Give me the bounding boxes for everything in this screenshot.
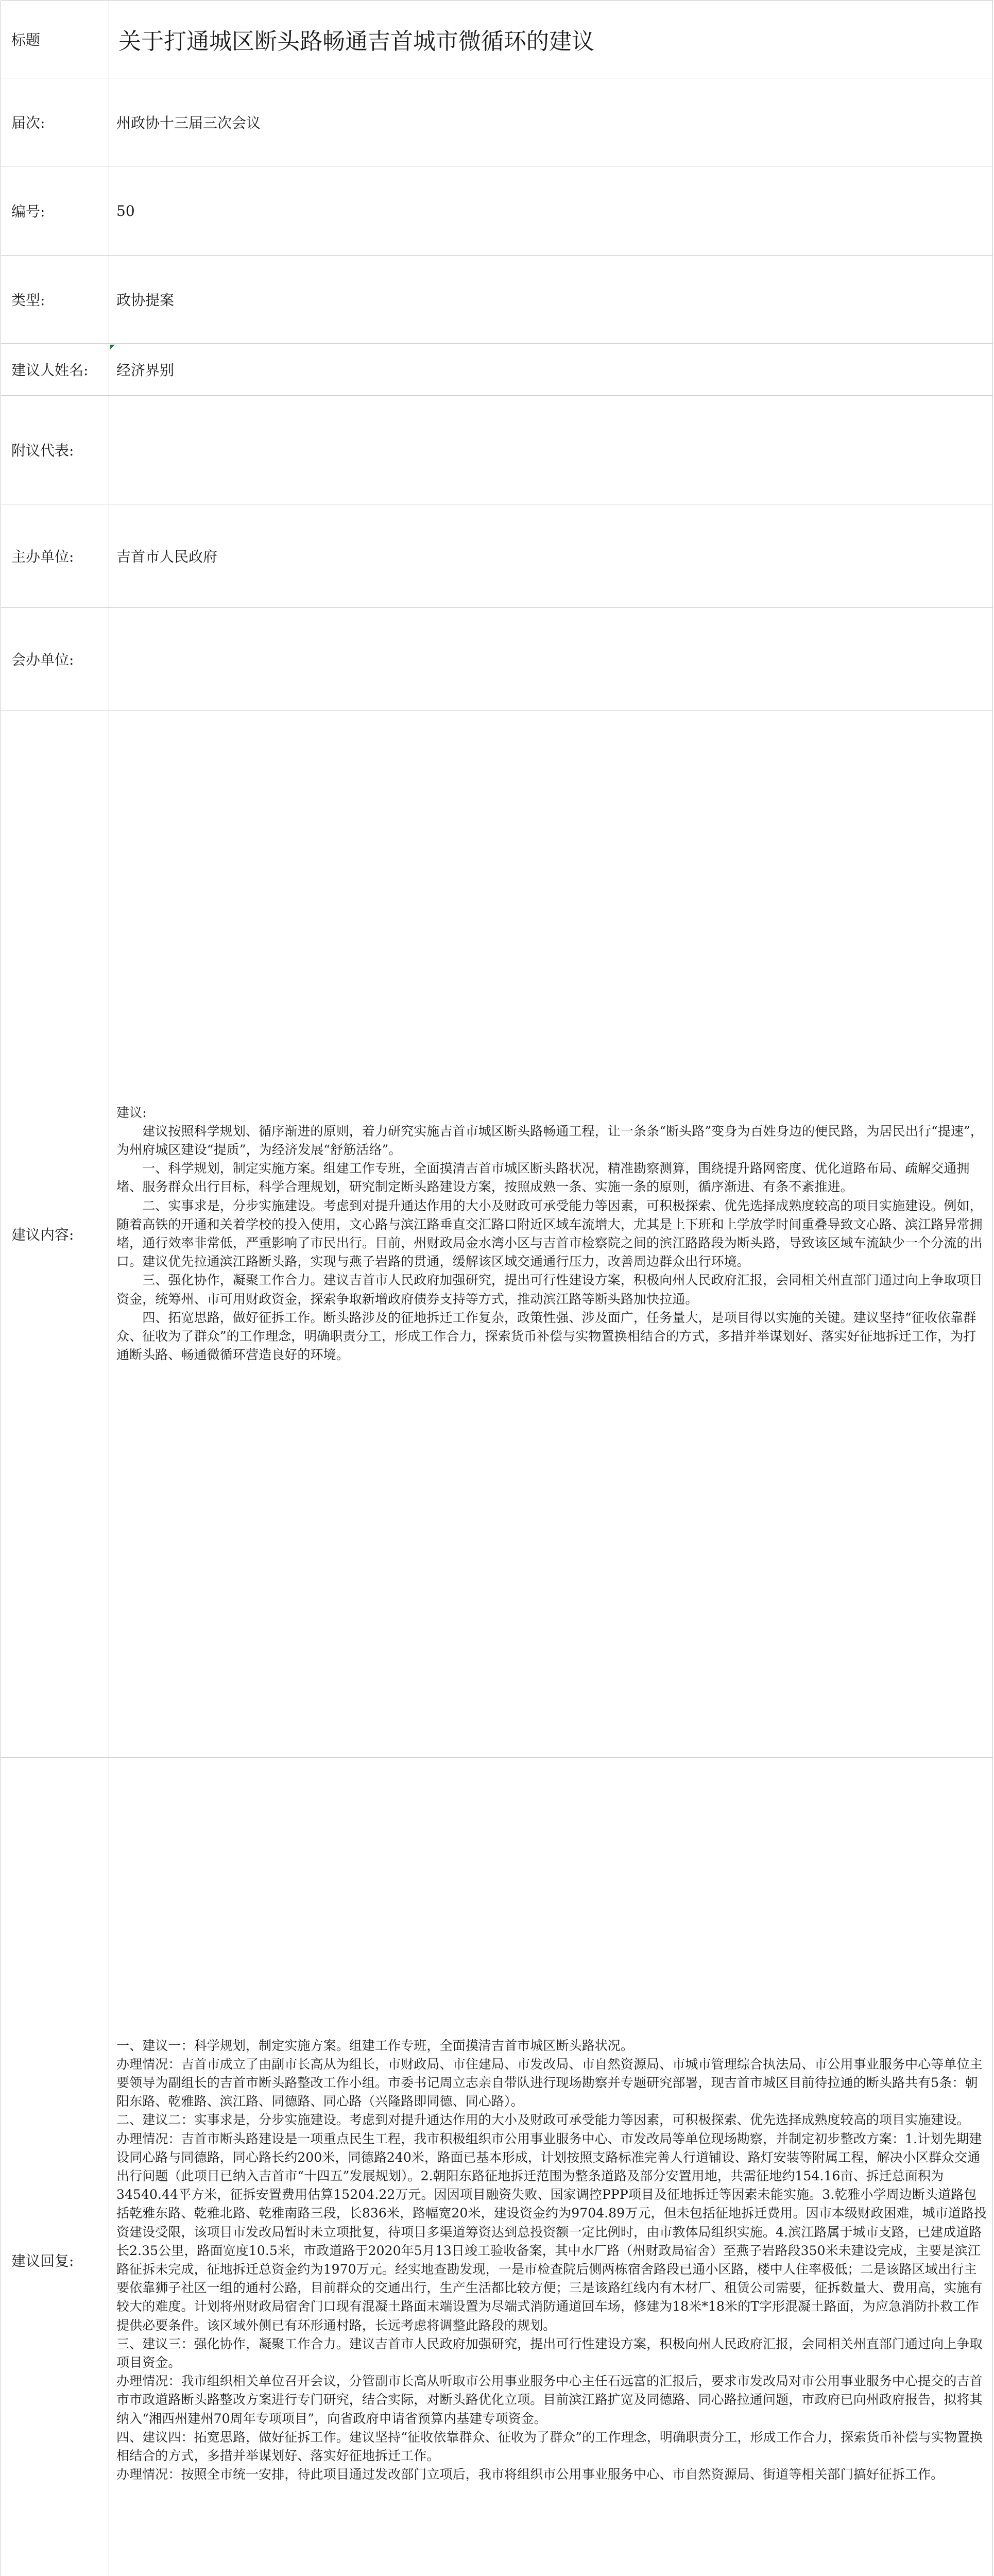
number-value[interactable]: 50: [109, 166, 993, 255]
number-row: [1, 166, 993, 256]
reply-value[interactable]: 一、建议一：科学规划，制定实施方案。组建工作专班，全面摸清吉首市城区断头路状况。 办理情况：吉首市成立了由副市长高从为组长，市财政局、市住建局、市发改局、市自然资源局、市城市管理综合执法局、市公用事业服务中心等单位主要领导为副组长的吉首市断头路整改工作小组。市委书记周立志亲自带队进行现场勘察并专题研究部署，现吉首市城区目前待拉通的断头路共有5条：朝阳东路、乾雅路、滨江路、同德路、同心路（兴隆路即同德、同心路）。 二、建议二：实事求是，分步实施建设。考虑到对提升通达作用的大小及财政可承受能力等因素，可积极探索、优先选择成熟度较高的项目实施建设。 办理情况：吉首市断头路建设是一项重点民生工程，我市积极组织市公用事业服务中心、市发改局等单位现场勘察，并制定初步整改方案：1.计划先期建设同心路与同德路，同心路长约200米，同德路240米，路面已基本形成，计划按照支路标准完善人行道铺设、路灯安装等附属工程，解决小区群众交通出行问题（此项目已纳入吉首市“十四五”发展规划）。2.朝阳东路征地拆迁范围为整条道路及部分安置用地，共需征地约154.16亩、拆迁总面积为34540.44平方米，征拆安置费用估算15204.22万元。因因项目融资失败、国家调控PPP项目及征地拆迁等因素未能实施。3.乾雅小学周边断头道路包括乾雅东路、乾雅北路、乾雅南路三段，长836米，路幅宽20米，建设资金约为9704.89万元，但未包括征地拆迁费用。因市本级财政困难，城市道路投资建设受限，该项目市发改局暂时未立项批复，待项目多渠道筹资达到总投资额一定比例时，由市教体局组织实施。4.滨江路属于城市支路，已建成道路长2.35公里，路面宽度10.5米，市政道路于2020年5月13日竣工验收备案，其中水厂路（州财政局宿舍）至燕子岩路段350米未建设完成，主要是滨江路征拆未完成，征地拆迁总资金约为1970万元。经实地查勘发现，一是市检查院后侧两栋宿舍路段已通小区路，楼中人住率极低；二是该路区域出行主要依靠狮子社区一组的通村公路，目前群众的交通出行，生产生活都比较方便；三是该路红线内有木材厂、租赁公司需要，征拆数量大、费用高，实施有较大的难度。计划将州财政局宿舍门口现有混凝土路面末端设置为尽端式消防通道回车场，修建为18米*18米的T字形混凝土路面，为应急消防扑救工作提供必要条件。该区域外侧已有环形通村路，长远考虑将调整此路段的规划。 三、建议三：强化协作，凝聚工作合力。建议吉首市人民政府加强研究，提出可行性建设方案，积极向州人民政府汇报，会同相关州直部门通过向上争取项目资金。 办理情况：我市组织相关单位召开会议，分管副市长高从听取市公用事业服务中心主任石远富的汇报后，要求市发改局对市公用事业服务中心提交的吉首市市政道路断头路整改方案进行专门研究，结合实际，对断头路优化立项。目前滨江路扩宽及同德路、同心路拉通问题，市政府已向州政府报告，拟将其纳入“湘西州建州70周年专项项目”，向省政府申请省预算内基建专项资金。 四、建议四：拓宽思路，做好征拆工作。建议坚持“征收依靠群众、征收为了群众”的工作理念，明确职责分工，形成工作合力，探索货币补偿与实物置换相结合的方式，多措并举谋划好、落实好征地拆迁工作。 办理情况：按照全市统一安排，待此项目通过发改部门立项后，我市将组织市公用事业服务中心、市自然资源局、街道等相关部门搞好征拆工作。: [109, 1758, 993, 2576]
title-value[interactable]: 关于打通城区断头路畅通吉首城市微循环的建议: [109, 1, 993, 78]
co-value[interactable]: [109, 608, 993, 710]
proposal-form: [1, 1, 993, 2576]
type-label: 类型:: [1, 256, 109, 343]
type-value[interactable]: 政协提案: [109, 256, 993, 343]
proposer-label: 建议人姓名:: [1, 344, 109, 395]
number-label: 编号:: [1, 166, 109, 255]
co-label: 会办单位:: [1, 608, 109, 710]
cell-comment-marker: [110, 345, 115, 349]
proposer-text: 经济界别: [116, 362, 175, 379]
host-value[interactable]: 吉首市人民政府: [109, 504, 993, 607]
session-row: [1, 78, 993, 166]
session-value[interactable]: 州政协十三届三次会议: [109, 78, 993, 166]
type-row: [1, 255, 993, 344]
proposer-row: [1, 343, 993, 396]
session-label: 届次:: [1, 78, 109, 166]
rep-row: [1, 395, 993, 504]
rep-label: 附议代表:: [1, 396, 109, 504]
content-value[interactable]: 建议: 建议按照科学规划、循序渐进的原则，着力研究实施吉首市城区断头路畅通工程，让一条条“断头路”变身为百姓身边的便民路，为居民出行“提速”，为州府城区建设“提质”，为经济发展“舒筋活络”。 一、科学规划，制定实施方案。组建工作专班，全面摸清吉首市城区断头路状况，精准勘察测算，围绕提升路网密度、优化道路布局、疏解交通拥堵、服务群众出行目标，科学合理规划，研究制定断头路建设方案，按照成熟一条、实施一条的原则，循序渐进、有条不紊推进。 二、实事求是，分步实施建设。考虑到对提升通达作用的大小及财政可承受能力等因素，可积极探索、优先选择成熟度较高的项目实施建设。例如，随着高铁的开通和关着学校的投入使用，文心路与滨江路垂直交汇路口附近区域车流增大，尤其是上下班和上学放学时间重叠导致文心路、滨江路异常拥堵，通行效率非常低，严重影响了市民出行。目前，州财政局金水湾小区与吉首市检察院之间的滨江路路段为断头路，导致该区域车流缺少一个分流的出口。建议优先拉通滨江路断头路，实现与燕子岩路的贯通，缓解该区域交通通行压力，改善周边群众出行环境。 三、强化协作，凝聚工作合力。建议吉首市人民政府加强研究，提出可行性建设方案，积极向州人民政府汇报，会同相关州直部门通过向上争取项目资金，统筹州、市可用财政资金，探索争取新增政府债券支持等方式，推动滨江路等断头路加快拉通。 四、拓宽思路，做好征拆工作。断头路涉及的征地拆迁工作复杂，政策性强、涉及面广，任务量大，是项目得以实施的关键。建议坚持“征收依靠群众、征收为了群众”的工作理念，明确职责分工，形成工作合力，探索货币补偿与实物置换相结合的方式，多措并举谋划好、落实好征地拆迁工作，为打通断头路、畅通微循环营造良好的环境。: [109, 710, 993, 1757]
proposer-value[interactable]: [109, 344, 993, 395]
title-label: 标题: [1, 1, 109, 78]
content-row: [1, 710, 993, 1758]
title-row: [1, 0, 993, 78]
content-label: 建议内容:: [1, 710, 109, 1757]
rep-value[interactable]: [109, 396, 993, 504]
reply-row: [1, 1757, 993, 2576]
host-row: [1, 504, 993, 608]
reply-label: 建议回复:: [1, 1758, 109, 2576]
co-row: [1, 607, 993, 710]
host-label: 主办单位:: [1, 504, 109, 607]
